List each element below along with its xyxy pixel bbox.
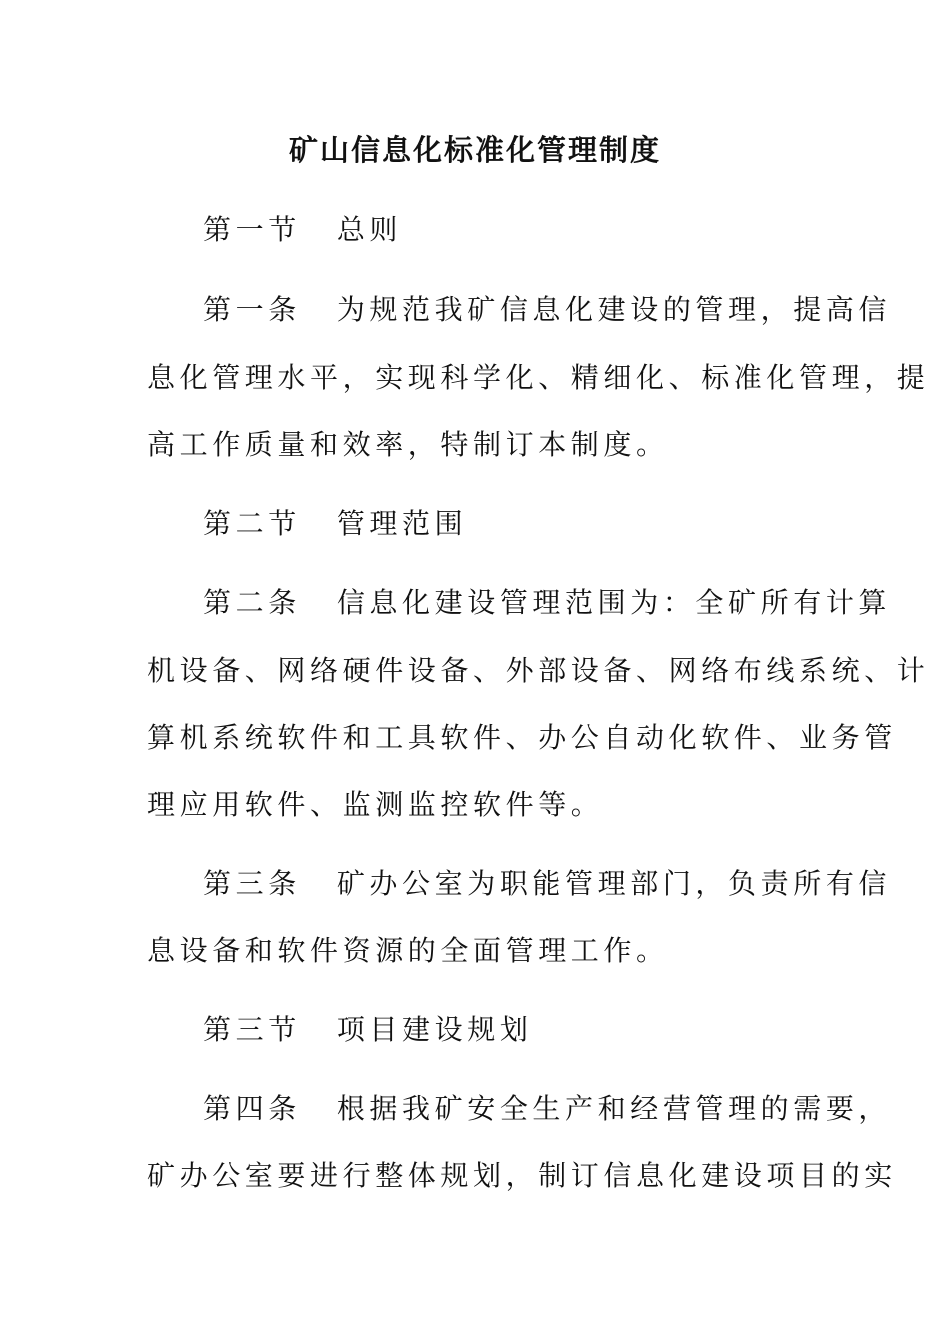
- article-text: 为规范我矿信息化建设的管理，提高信: [336, 293, 892, 326]
- article-text: 矿办公室为职能管理部门，负责所有信: [336, 867, 892, 900]
- document-title: 矿山信息化标准化管理制度: [288, 133, 661, 167]
- section-name: 管理范围: [336, 507, 468, 540]
- article-line: 高工作质量和效率，特制订本制度。: [147, 428, 669, 461]
- section-number: 第一节: [203, 213, 301, 246]
- article-number: 第二条: [203, 586, 301, 619]
- article-text: 信息化建设管理范围为：全矿所有计算: [336, 586, 892, 619]
- article-line: [203, 862, 892, 906]
- article-line: 理应用软件、监测监控软件等。: [147, 788, 604, 821]
- article-line: [203, 288, 892, 332]
- section-heading: [203, 502, 807, 546]
- article-number: 第一条: [203, 293, 301, 326]
- article-line: 息设备和软件资源的全面管理工作。: [147, 934, 669, 967]
- section-name: 总则: [336, 213, 403, 246]
- section-number: 第二节: [203, 507, 301, 540]
- article-number: 第四条: [203, 1092, 301, 1125]
- section-heading: [203, 1008, 807, 1052]
- article-line: [203, 581, 892, 625]
- article-line: 算机系统软件和工具软件、办公自动化软件、业务管: [147, 721, 897, 754]
- article-line: [203, 1087, 892, 1131]
- section-heading: [203, 208, 807, 252]
- article-text: 根据我矿安全生产和经营管理的需要，: [336, 1092, 892, 1125]
- section-name: 项目建设规划: [336, 1013, 533, 1046]
- article-line: 息化管理水平，实现科学化、精细化、标准化管理，提: [147, 361, 930, 394]
- section-number: 第三节: [203, 1013, 301, 1046]
- article-line: 矿办公室要进行整体规划，制订信息化建设项目的实: [147, 1159, 897, 1192]
- article-number: 第三条: [203, 867, 301, 900]
- article-line: 机设备、网络硬件设备、外部设备、网络布线系统、计: [147, 654, 930, 687]
